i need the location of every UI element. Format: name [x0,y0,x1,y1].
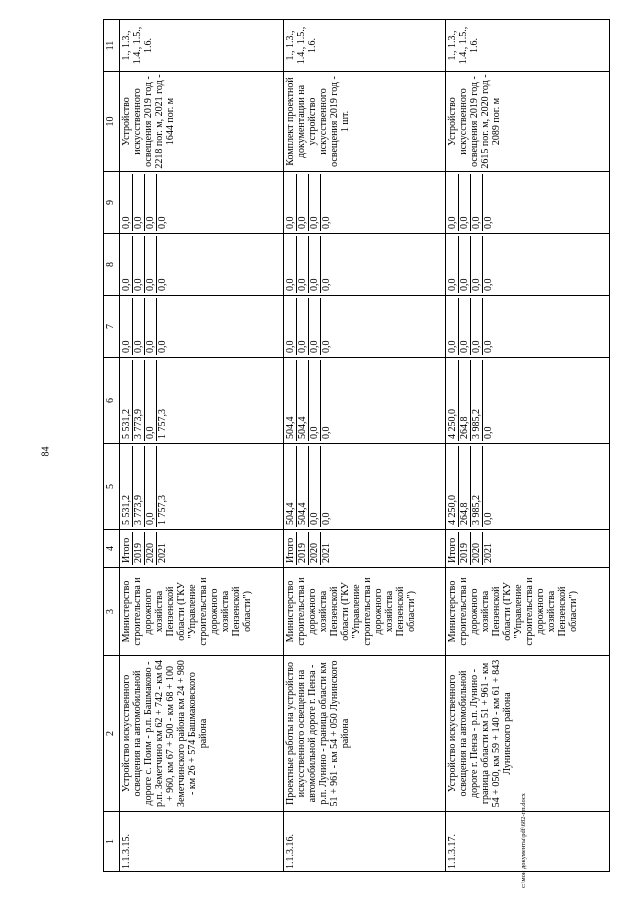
value-cell: 0,0 [321,278,332,291]
value-cell: 0,0 [447,298,459,355]
value-cell: 0,0 [285,174,297,231]
value-cell: 0,0 [133,298,145,355]
value-cell: 0,0 [285,298,297,355]
year-cell: 2019 [297,532,309,565]
row-col5 [120,444,284,530]
value-cell: 0,0 [309,298,321,355]
value-cell: 1 757,3 [157,409,168,439]
value-cell: 3 985,2 [471,360,483,441]
row-years [284,530,446,568]
value-cell: 0,0 [145,174,157,231]
row-result: Комплект проектной документации на устройство искусственного освещения 2019 год - 1 шт. [284,72,446,172]
year-cell: 2019 [133,532,145,565]
year-cell: 2020 [145,532,157,565]
header-cell: 6 [104,358,120,444]
row-name: Проектные работы на устройство искусственного освещения на автомобильной дороге г. Пенза - р.п. Лунино - граница области км 51 + 961 - км 54 + 050 Лунинского района [284,656,446,812]
value-cell: 0,0 [121,236,133,293]
value-cell: 0,0 [309,236,321,293]
value-cell: 3 985,2 [471,446,483,527]
year-cell: Итого [447,532,459,565]
value-cell: 3 773,9 [133,360,145,441]
value-cell: 0,0 [447,236,459,293]
row-col8 [446,234,610,296]
value-cell: 4 250,0 [447,446,459,527]
row-ref: 1., 1.3., 1.4., 1.5., 1.6. [446,20,610,72]
value-cell: 0,0 [297,236,309,293]
value-cell: 0,0 [471,174,483,231]
row-name: Устройство искусственного освещения на автомобильной дороге с. Поим - р.п. Башмаково - р.п. Земетчино км 62 + 742 - км 64 + 960, км 67 + 500 - км 68 + 100 Земетчинского района км 24 + 980 - км 26 + 574 Башмаковского района [120,656,284,812]
row-col6 [284,358,446,444]
value-cell: 0,0 [133,236,145,293]
header-cell: 3 [104,568,120,656]
value-cell: 0,0 [121,174,133,231]
year-cell: 2019 [459,532,471,565]
value-cell: 0,0 [285,236,297,293]
table-row [120,20,284,872]
row-years [120,530,284,568]
row-col6 [446,358,610,444]
row-years [446,530,610,568]
row-executor: Министерство строительства и дорожного хозяйства Пензенской области (ГКУ "Управление строительства и дорожного хозяйства Пензенской области") [120,568,284,656]
value-cell: 504,4 [297,360,309,441]
value-cell: 0,0 [145,360,157,441]
page-number: 84 [40,446,52,457]
row-name: Устройство искусственного освещения на автомобильной дороге г. Пенза - р.п. Лунино - граница области км 51 + 961 - км 54 + 050, км 59 + 140 - км 61 + 843 Лунинского района [446,656,610,812]
value-cell: 0,0 [459,298,471,355]
value-cell: 504,4 [285,360,297,441]
row-ref: 1., 1.3., 1.4., 1.5., 1.6. [120,20,284,72]
header-cell: 8 [104,234,120,296]
value-cell: 4 250,0 [447,360,459,441]
year-cell: 2021 [483,543,494,563]
value-cell: 264,8 [459,360,471,441]
row-id: 1.1.3.16. [284,812,446,872]
value-cell: 504,4 [285,446,297,527]
value-cell: 0,0 [157,278,168,291]
value-cell: 0,0 [157,216,168,229]
value-cell: 504,4 [297,446,309,527]
value-cell: 0,0 [483,426,494,439]
header-row [104,20,120,872]
row-result: Устройство искусственного освещения 2019 год - 2615 пог. м, 2020 год - 2089 пог. м [446,72,610,172]
table-row [446,20,610,872]
value-cell: 0,0 [145,236,157,293]
value-cell: 0,0 [321,216,332,229]
value-cell: 1 757,3 [157,495,168,525]
header-cell: 9 [104,172,120,234]
row-id: 1.1.3.17. [446,812,610,872]
value-cell: 0,0 [145,298,157,355]
row-col9 [446,172,610,234]
value-cell: 0,0 [309,174,321,231]
program-table [103,19,610,872]
value-cell: 0,0 [459,236,471,293]
file-path-footer: c:\мои документы\pdf\682-пп.docx [520,793,527,888]
year-cell: Итого [285,532,297,565]
year-cell: 2020 [309,532,321,565]
rotated-table-wrapper [103,20,623,872]
year-cell: 2021 [157,543,168,563]
row-executor: Министерство строительства и дорожного хозяйства Пензенской области (ГКУ "Управление строительства и дорожного хозяйства Пензенской области") [284,568,446,656]
value-cell: 0,0 [321,340,332,353]
row-col5 [446,444,610,530]
value-cell: 0,0 [309,446,321,527]
header-cell: 5 [104,444,120,530]
value-cell: 0,0 [321,512,332,525]
row-col7 [284,296,446,358]
value-cell: 0,0 [297,298,309,355]
value-cell: 0,0 [121,298,133,355]
value-cell: 5 531,2 [121,360,133,441]
value-cell: 0,0 [157,340,168,353]
header-cell: 10 [104,72,120,172]
value-cell: 0,0 [483,512,494,525]
row-col6 [120,358,284,444]
value-cell: 5 531,2 [121,446,133,527]
value-cell: 0,0 [483,278,494,291]
header-cell: 11 [104,20,120,72]
value-cell: 0,0 [471,236,483,293]
row-col7 [446,296,610,358]
year-cell: 2021 [321,543,332,563]
value-cell: 0,0 [447,174,459,231]
header-cell: 1 [104,812,120,872]
row-col9 [284,172,446,234]
value-cell: 0,0 [297,174,309,231]
value-cell: 0,0 [483,340,494,353]
header-cell: 4 [104,530,120,568]
row-id: 1.1.3.15. [120,812,284,872]
value-cell: 0,0 [145,446,157,527]
value-cell: 3 773,9 [133,446,145,527]
value-cell: 0,0 [321,426,332,439]
value-cell: 0,0 [483,216,494,229]
header-cell: 7 [104,296,120,358]
row-col7 [120,296,284,358]
year-cell: Итого [121,532,133,565]
value-cell: 264,8 [459,446,471,527]
value-cell: 0,0 [133,174,145,231]
header-cell: 2 [104,656,120,812]
value-cell: 0,0 [471,298,483,355]
row-result: Устройство искусственного освещения 2019 год - 2218 пог. м, 2021 год - 1644 пог. м [120,72,284,172]
row-ref: 1., 1.3., 1.4., 1.5., 1.6. [284,20,446,72]
row-col5 [284,444,446,530]
row-executor: Министерство строительства и дорожного хозяйства Пензенской области (ГКУ "Управление строительства и дорожного хозяйства Пензенской области") [446,568,610,656]
row-col9 [120,172,284,234]
row-col8 [284,234,446,296]
table-row [284,20,446,872]
year-cell: 2020 [471,532,483,565]
value-cell: 0,0 [459,174,471,231]
row-col8 [120,234,284,296]
value-cell: 0,0 [309,360,321,441]
